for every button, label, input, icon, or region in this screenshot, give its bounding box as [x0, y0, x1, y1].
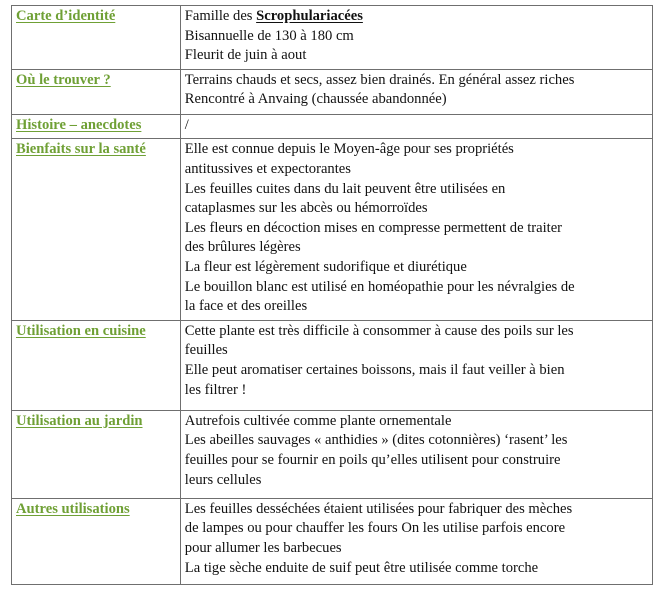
value-line: Les fleurs en décoction mises en compresse permettent de traiter — [184, 219, 563, 236]
row-value — [180, 410, 652, 498]
table-row-carte-identite — [12, 6, 653, 70]
plant-info-table-body — [12, 6, 653, 585]
value-line: feuilles — [184, 342, 228, 359]
value-line: des brûlures légères — [184, 239, 301, 256]
value-line: de lampes ou pour chauffer les fours On les utilise parfois encore — [184, 520, 566, 537]
value-line — [185, 7, 648, 27]
table-row-utilisation-cuisine — [12, 320, 653, 410]
value-line: Les feuilles cuites dans du lait peuvent être utilisées en — [184, 180, 506, 197]
table-row-autres-utilisations — [12, 498, 653, 584]
value-line: Cette plante est très difficile à consommer à cause des poils sur les — [184, 322, 574, 339]
row-label: Utilisation au jardin — [12, 410, 181, 498]
row-value — [180, 320, 652, 410]
value-line: leurs cellules — [184, 471, 262, 488]
row-value — [180, 69, 652, 114]
value-line: Terrains chauds et secs, assez bien drainés. En général assez riches — [184, 71, 575, 88]
value-line: Rencontré à Anvaing (chaussée abandonnée) — [184, 91, 447, 108]
row-label: Bienfaits sur la santé — [12, 139, 181, 320]
value-line: feuilles pour se fournir en poils qu’elles utilisent pour construire — [184, 451, 561, 468]
value-line: la face et des oreilles — [184, 298, 308, 315]
value-line: Fleurit de juin à aout — [184, 47, 307, 64]
value-line: Elle est connue depuis le Moyen-âge pour ses propriétés — [184, 141, 514, 158]
row-value — [180, 498, 652, 584]
value-line: Les abeilles sauvages « anthidies » (dites cotonnières) ‘rasent’ les — [184, 432, 568, 449]
value-line: La tige sèche enduite de suif peut être utilisée comme torche — [184, 559, 539, 576]
value-line: Autrefois cultivée comme plante ornementale — [184, 412, 452, 429]
row-label: Utilisation en cuisine — [12, 320, 181, 410]
value-line: Elle peut aromatiser certaines boissons, mais il faut veiller à bien — [184, 361, 565, 378]
row-value — [180, 139, 652, 320]
value-line: Le bouillon blanc est utilisé en homéopathie pour les névralgies de — [184, 278, 575, 295]
family-name: Scrophulariacées — [256, 8, 363, 24]
value-line: / — [184, 116, 189, 133]
row-label: Carte d’identité — [12, 6, 181, 70]
value-line: antitussives et expectorantes — [184, 160, 351, 177]
value-line: Bisannuelle de 130 à 180 cm — [184, 27, 354, 44]
table-row-histoire-anecdotes — [12, 114, 653, 139]
family-prefix: Famille des — [184, 8, 257, 24]
row-value — [180, 6, 652, 70]
table-row-utilisation-jardin — [12, 410, 653, 498]
value-line: pour allumer les barbecues — [184, 539, 342, 556]
value-line: Les feuilles desséchées étaient utilisées pour fabriquer des mèches — [184, 500, 573, 517]
row-label: Histoire – anecdotes — [12, 114, 181, 139]
value-line: La fleur est légèrement sudorifique et diurétique — [184, 258, 467, 275]
table-row-ou-le-trouver — [12, 69, 653, 114]
row-label: Autres utilisations — [12, 498, 181, 584]
row-value — [180, 114, 652, 139]
value-line: cataplasmes sur les abcès ou hémorroïdes — [184, 200, 428, 217]
plant-info-table — [11, 5, 653, 585]
row-label: Où le trouver ? — [12, 69, 181, 114]
value-line: les filtrer ! — [184, 381, 247, 398]
table-row-bienfaits-sante — [12, 139, 653, 320]
